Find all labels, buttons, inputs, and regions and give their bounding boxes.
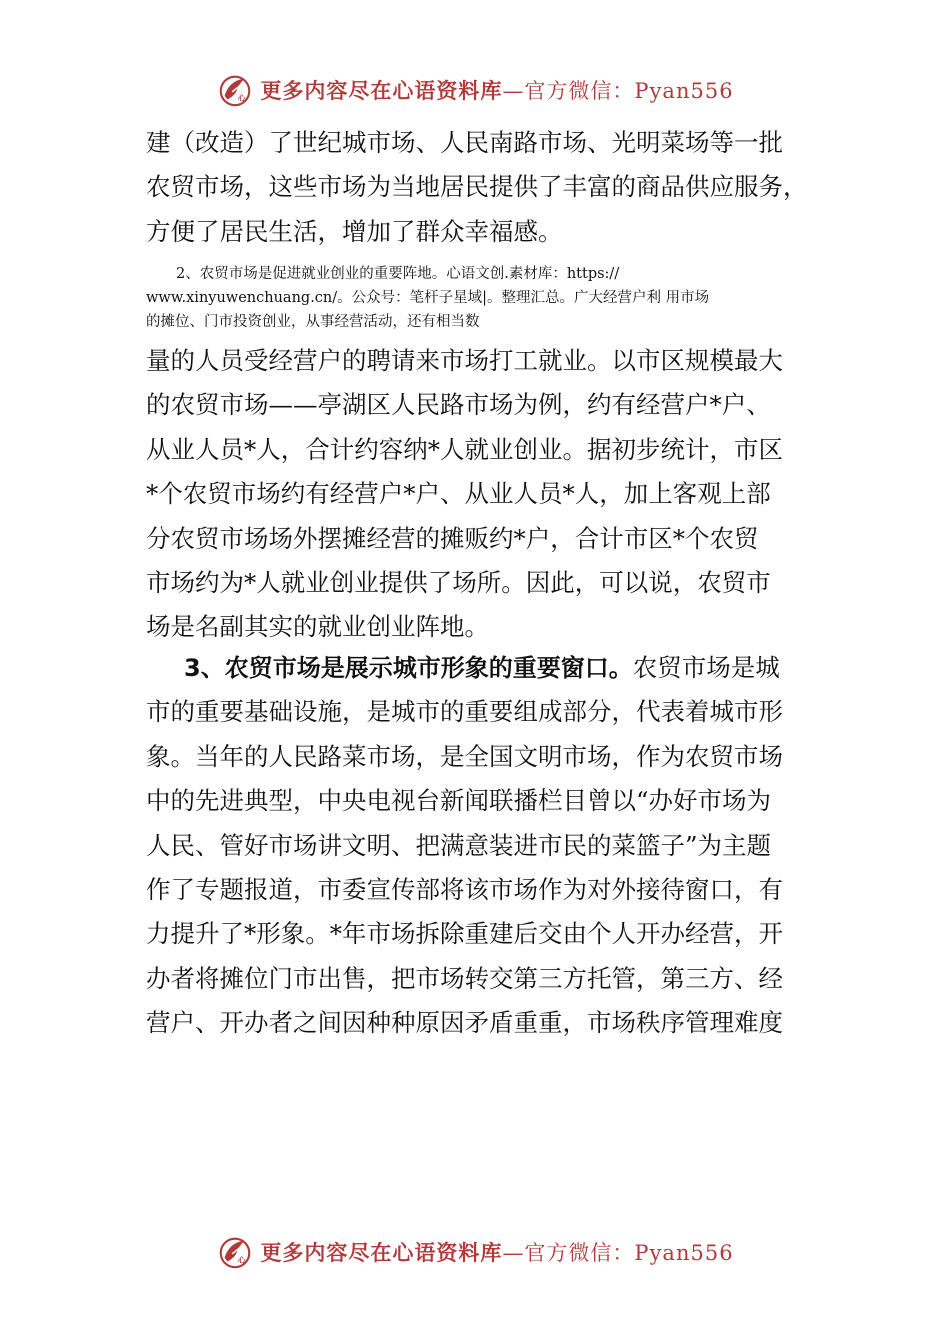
paragraph-line: 人民、管好市场讲文明、把满意装进市民的菜篮子”为主题 bbox=[146, 830, 772, 860]
paragraph-line: 作了专题报道，市委宣传部将该市场作为对外接待窗口，有 bbox=[146, 874, 783, 904]
banner-text-rest: —官方微信：Pyan556 bbox=[502, 1241, 734, 1265]
section-heading: 3、农贸市场是展示城市形象的重要窗口。 bbox=[184, 654, 633, 682]
header-banner bbox=[0, 66, 950, 114]
paragraph-line: 象。当年的人民路菜市场，是全国文明市场，作为农贸市场 bbox=[146, 741, 783, 771]
paragraph-line: 办者将摊位门市出售，把市场转交第三方托管，第三方、经 bbox=[146, 963, 783, 993]
paragraph-line: 场是名副其实的就业创业阵地。 bbox=[146, 612, 489, 642]
paragraph-line: 营户、开办者之间因种种原因矛盾重重，市场秩序管理难度 bbox=[146, 1008, 783, 1038]
svg-text:心: 心 bbox=[238, 1255, 246, 1265]
paragraph-line: 市场约为*人就业创业提供了场所。因此，可以说，农贸市 bbox=[146, 567, 771, 597]
paragraph-line: 的农贸市场——亭湖区人民路市场为例，约有经营户*户、 bbox=[146, 390, 771, 420]
paragraph-line: 方便了居民生活，增加了群众幸福感。 bbox=[146, 216, 563, 246]
paragraph-line: 分农贸市场场外摆摊经营的摊贩约*户，合计市区*个农贸 bbox=[146, 523, 759, 553]
paragraph-line: *个农贸市场约有经营户*户、从业人员*人，加上客观上部 bbox=[146, 479, 771, 509]
banner-text bbox=[260, 75, 733, 105]
paragraph-first-line bbox=[146, 646, 816, 690]
small-line: 2、农贸市场是促进就业创业的重要阵地。心语文创.素材库：https:// bbox=[176, 266, 620, 282]
small-line: www.xinyuwenchuang.cn/。公众号：笔杆子星域|。整理汇总。广大经营户利 用市场 bbox=[146, 290, 710, 306]
paragraph-line-rest: 农贸市场是城 bbox=[632, 653, 780, 682]
paragraph-line: 中的先进典型，中央电视台新闻联播栏目曾以“办好市场为 bbox=[146, 786, 772, 816]
paragraph-line: 力提升了*形象。*年市场拆除重建后交由个人开办经营，开 bbox=[146, 919, 783, 949]
paragraph-line: 农贸市场，这些市场为当地居民提供了丰富的商品供应服务， bbox=[146, 172, 808, 202]
paragraph-line: 从业人员*人，合计约容纳*人就业创业。据初步统计，市区 bbox=[146, 434, 783, 464]
small-line: 的摊位、门市投资创业，从事经营活动，还有相当数 bbox=[146, 314, 480, 330]
small-paragraph bbox=[146, 262, 816, 334]
footer-banner bbox=[0, 1228, 950, 1276]
paragraph-1 bbox=[146, 121, 816, 254]
banner-text-bold: 更多内容尽在心语资料库 bbox=[260, 1240, 503, 1265]
paragraph-line: 建（改造）了世纪城市场、人民南路市场、光明菜场等一批 bbox=[146, 128, 783, 157]
svg-text:心: 心 bbox=[238, 93, 246, 103]
paragraph-line: 量的人员受经营户的聘请来市场打工就业。以市区规模最大 bbox=[146, 346, 783, 375]
banner-text bbox=[260, 1237, 733, 1267]
banner-text-rest: —官方微信：Pyan556 bbox=[502, 79, 734, 103]
paragraph-2 bbox=[146, 339, 816, 650]
banner-text-bold: 更多内容尽在心语资料库 bbox=[260, 78, 503, 103]
logo-icon bbox=[216, 1233, 254, 1271]
paragraph-line: 市的重要基础设施，是城市的重要组成部分，代表着城市形 bbox=[146, 697, 783, 727]
paragraph-3 bbox=[146, 646, 816, 1046]
logo-icon bbox=[216, 71, 254, 109]
